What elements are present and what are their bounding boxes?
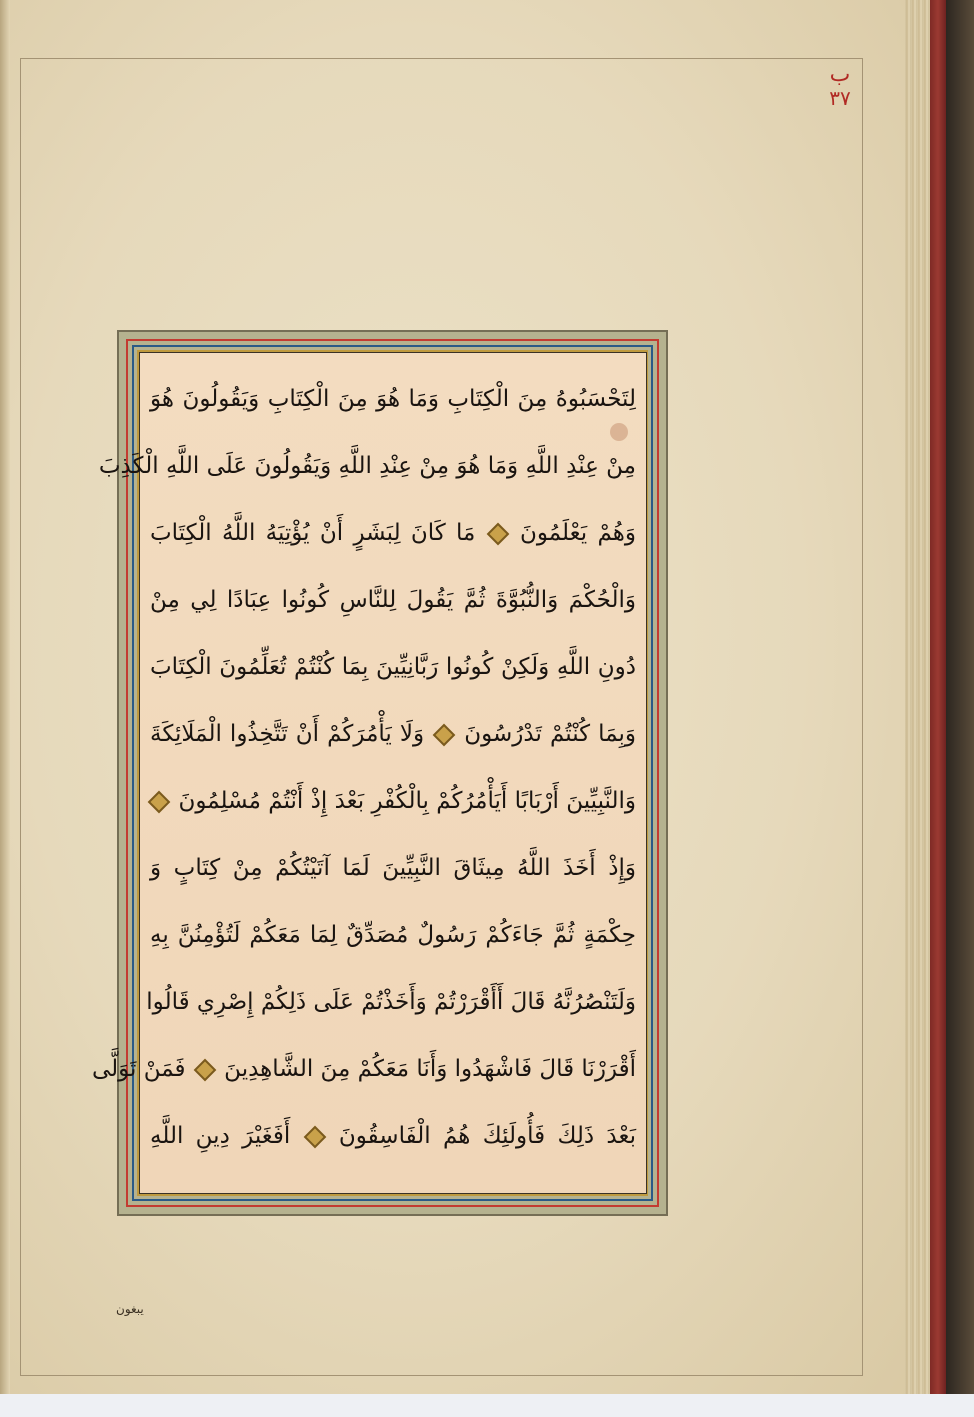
text-line-7: وَالنَّبِيِّينَ أَرْبَابًا أَيَأْمُرُكُمْ بِالْكُفْرِ بَعْدَ إِذْ أَنْتُمْ مُسْلِمُونَ [150, 771, 636, 831]
text-line-11: أَقْرَرْنَا قَالَ فَاشْهَدُوا وَأَنَا مَعَكُمْ مِنَ الشَّاهِدِينَ فَمَنْ تَوَلَّى [91, 1056, 636, 1082]
folio-number [820, 64, 860, 108]
folio-digits: ٣٧ [829, 86, 851, 110]
scan-background [0, 1394, 974, 1417]
text-line-5: دُونِ اللَّهِ وَلَكِنْ كُونُوا رَبَّانِيِّينَ بِمَا كُنْتُمْ تُعَلِّمُونَ الْكِتَابَ [150, 654, 636, 680]
folio-letter: ب [829, 62, 851, 87]
text-line-3: وَهُمْ يَعْلَمُونَ مَا كَانَ لِبَشَرٍ أَنْ يُؤْتِيَهُ اللَّهُ الْكِتَابَ [150, 520, 636, 546]
outer-binding [946, 0, 974, 1394]
page-gutter [0, 0, 10, 1394]
red-binding-edge [930, 0, 946, 1394]
text-line-9: حِكْمَةٍ ثُمَّ جَاءَكُمْ رَسُولٌ مُصَدِّقٌ لِمَا مَعَكُمْ لَتُؤْمِنُنَّ بِهِ [150, 922, 636, 948]
text-line-8: وَإِذْ أَخَذَ اللَّهُ مِيثَاقَ النَّبِيِّينَ لَمَا آتَيْتُكُمْ مِنْ كِتَابٍ وَ [150, 855, 636, 881]
text-line-10: وَلَتَنْصُرُنَّهُ قَالَ أَأَقْرَرْتُمْ وَأَخَذْتُمْ عَلَى ذَلِكُمْ إِصْرِي قَالُوا [146, 989, 636, 1015]
text-line-4: وَالْحُكْمَ وَالنُّبُوَّةَ ثُمَّ يَقُولَ لِلنَّاسِ كُونُوا عِبَادًا لِي مِنْ [150, 587, 636, 613]
text-line-1: لِتَحْسَبُوهُ مِنَ الْكِتَابِ وَمَا هُوَ مِنَ الْكِتَابِ وَيَقُولُونَ هُوَ [150, 386, 636, 412]
verse-marker-rosette-icon [194, 1058, 217, 1081]
catchword: يبغون [116, 1302, 144, 1316]
text-line-6: وَبِمَا كُنْتُمْ تَدْرُسُونَ وَلَا يَأْمُرَكُمْ أَنْ تَتَّخِذُوا الْمَلَائِكَةَ [150, 721, 636, 747]
text-line-12: بَعْدَ ذَلِكَ فَأُولَئِكَ هُمُ الْفَاسِقُونَ أَفَغَيْرَ دِينِ اللَّهِ [150, 1123, 636, 1149]
verse-marker-rosette-icon [148, 790, 171, 813]
verse-marker-rosette-icon [433, 723, 456, 746]
verse-marker-rosette-icon [303, 1125, 326, 1148]
text-line-2: مِنْ عِنْدِ اللَّهِ وَمَا هُوَ مِنْ عِنْدِ اللَّهِ وَيَقُولُونَ عَلَى اللَّهِ الْكَذِبَ [98, 453, 636, 479]
text-block [91, 352, 647, 1194]
verse-marker-rosette-icon [486, 522, 509, 545]
